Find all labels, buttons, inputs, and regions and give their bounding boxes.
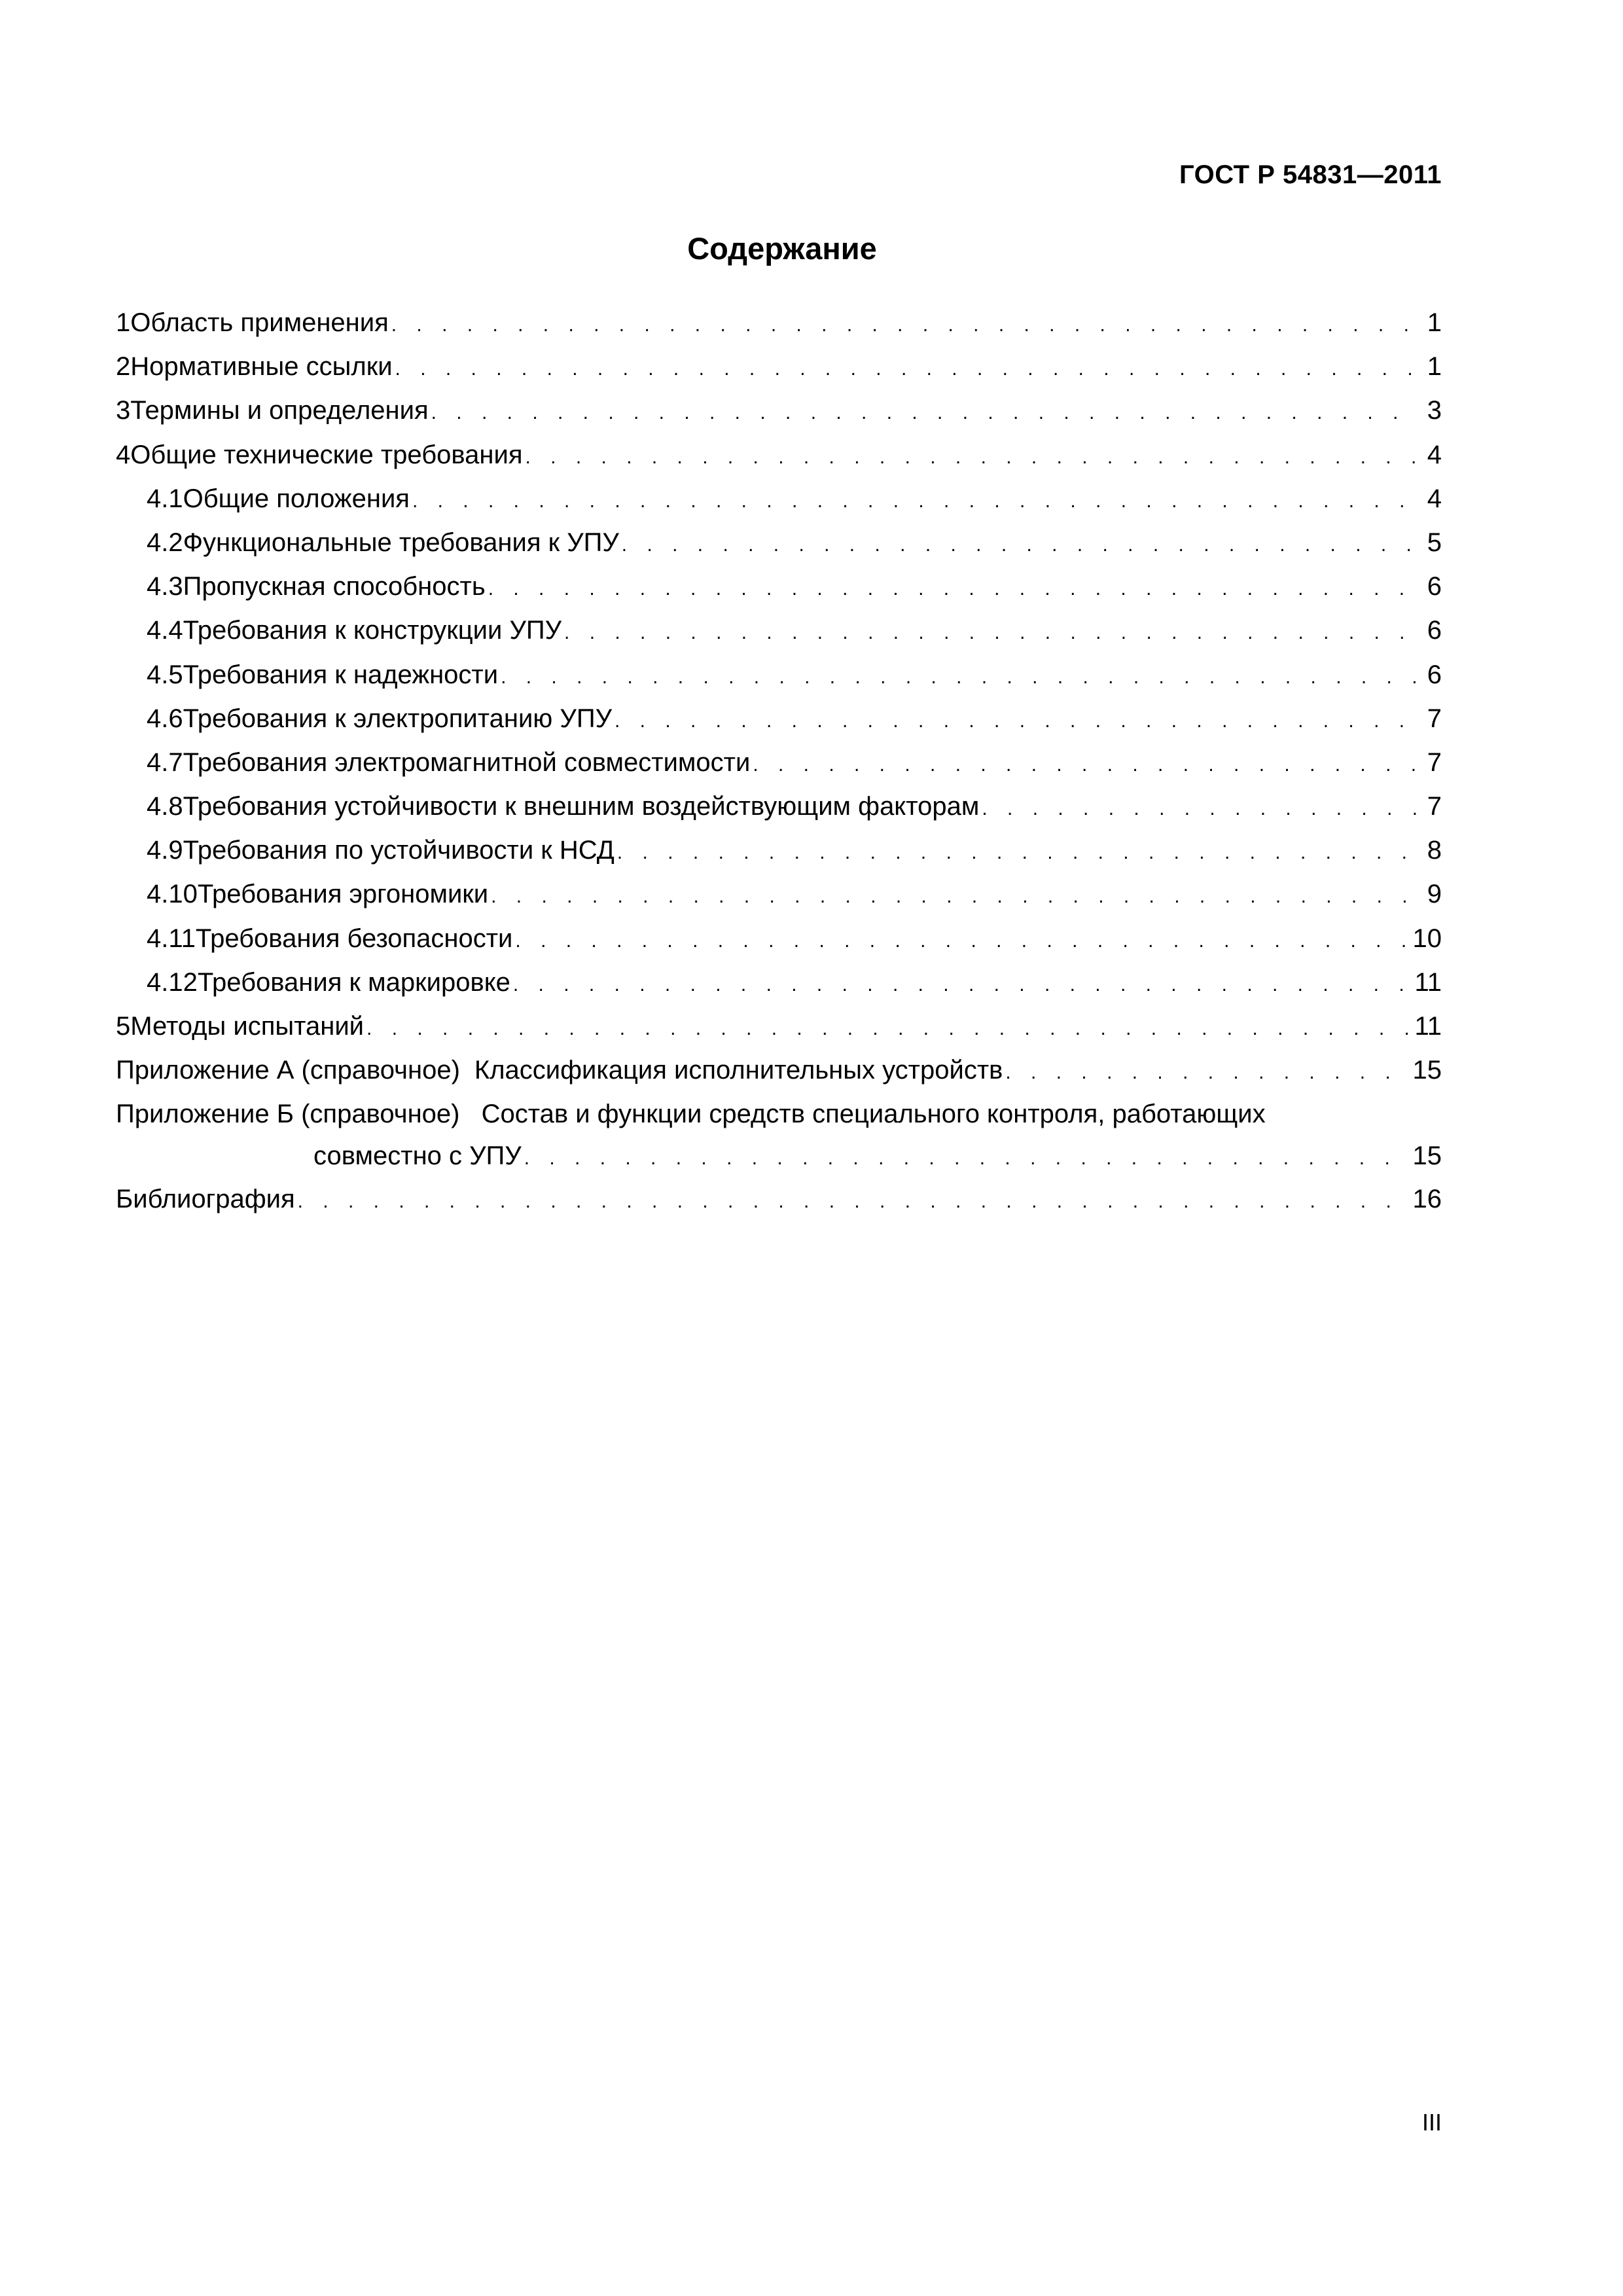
- toc-entry-label: Библиография: [116, 1185, 295, 1214]
- toc-entry-label: Термины и определения: [130, 396, 429, 425]
- toc-entry-number: 3: [116, 396, 131, 425]
- toc-entry-page: 1: [1427, 308, 1442, 337]
- toc-entry-label: Классификация исполнительных устройств: [474, 1056, 1003, 1085]
- document-code: ГОСТ Р 54831—2011: [1179, 160, 1442, 189]
- dot-leader: [526, 435, 1419, 479]
- toc-entry-number: 4.11: [147, 924, 196, 953]
- toc-entry-page: 3: [1427, 396, 1442, 425]
- toc-entry-label: Требования к маркировке: [197, 967, 510, 997]
- toc-entry[interactable]: [116, 1005, 1442, 1049]
- toc-entry-page: 7: [1427, 704, 1442, 733]
- annex-prefix: Приложение Б (справочное): [116, 1100, 460, 1129]
- toc-entry-number: 4.4: [147, 616, 183, 645]
- toc-entry-number: 1: [116, 308, 131, 337]
- annex-prefix: Приложение А (справочное): [116, 1056, 460, 1085]
- toc-entry-label: Пропускная способность: [183, 572, 486, 601]
- dot-leader: [615, 699, 1419, 743]
- toc-entry-number: 5: [116, 1012, 131, 1041]
- toc-entry-page: 4: [1427, 440, 1442, 469]
- toc-entry-label: Общие положения: [183, 484, 410, 513]
- toc-entry-label: Требования безопасности: [195, 924, 513, 953]
- toc-entry-label: Функциональные требования к УПУ: [183, 528, 619, 557]
- toc-entry[interactable]: [116, 477, 1442, 521]
- toc-annex-entry[interactable]: [116, 1049, 1442, 1092]
- toc-entry[interactable]: [116, 653, 1442, 697]
- toc-entry-label: Требования электромагнитной совместимости: [183, 747, 751, 777]
- dot-leader: [1005, 1050, 1410, 1094]
- toc-entry[interactable]: [116, 872, 1442, 916]
- dot-leader: [366, 1007, 1412, 1050]
- toc-entry-label-continuation: совместно с УПУ: [313, 1141, 522, 1170]
- toc-entry-page: 9: [1427, 880, 1442, 909]
- toc-entry[interactable]: [116, 697, 1442, 741]
- toc-entry-number: 2: [116, 352, 131, 382]
- toc-entry-page: 7: [1427, 792, 1442, 821]
- toc-entry-page: 8: [1427, 836, 1442, 865]
- dot-leader: [431, 391, 1419, 435]
- dot-leader: [488, 567, 1419, 611]
- toc-entry-page: 11: [1414, 1012, 1442, 1041]
- dot-leader: [564, 611, 1419, 655]
- toc-entry-label: Нормативные ссылки: [130, 352, 393, 382]
- toc-entry[interactable]: [116, 345, 1442, 389]
- toc-entry-page: 10: [1412, 924, 1442, 953]
- dot-leader: [491, 874, 1419, 918]
- toc-entry-label: Общие технические требования: [130, 440, 523, 469]
- toc-entry-label: Методы испытаний: [130, 1012, 365, 1041]
- toc-entry[interactable]: [116, 917, 1442, 961]
- toc-entry-bibliography[interactable]: [116, 1177, 1442, 1221]
- dot-leader: [515, 919, 1410, 963]
- dot-leader: [524, 1139, 1410, 1177]
- toc-entry[interactable]: [116, 301, 1442, 345]
- toc-entry[interactable]: [116, 565, 1442, 609]
- toc-entry-number: 4.7: [147, 747, 183, 777]
- dot-leader: [513, 963, 1412, 1007]
- toc-entry-label: Область применения: [130, 308, 389, 337]
- toc-annex-entry[interactable]: [116, 1092, 1442, 1177]
- toc-entry-page: 6: [1427, 572, 1442, 601]
- toc-entry-label: Требования по устойчивости к НСД: [183, 836, 615, 865]
- toc-entry-number: 4.2: [147, 528, 183, 557]
- toc-entry-label: Требования устойчивости к внешним воздействующим факторам: [183, 792, 980, 821]
- toc-entry[interactable]: [116, 741, 1442, 785]
- toc-entry-label: Состав и функции средств специального контроля, работающих: [481, 1100, 1266, 1129]
- dot-leader: [622, 523, 1419, 567]
- toc-entry-number: 4.3: [147, 572, 183, 601]
- dot-leader: [982, 787, 1419, 831]
- toc-entry-label: Требования к надежности: [183, 660, 499, 689]
- dot-leader: [501, 655, 1419, 699]
- toc-entry-page: 7: [1427, 747, 1442, 777]
- toc-entry-page: 6: [1427, 616, 1442, 645]
- toc-entry-page: 5: [1427, 528, 1442, 557]
- toc-entry-page: 6: [1427, 660, 1442, 689]
- toc-entry-label: Требования к конструкции УПУ: [183, 616, 562, 645]
- dot-leader: [391, 303, 1419, 347]
- toc-entry-number: 4.8: [147, 792, 183, 821]
- dot-leader: [753, 743, 1419, 787]
- dot-leader: [617, 831, 1419, 874]
- toc-entry[interactable]: [116, 961, 1442, 1005]
- toc-title: Содержание: [687, 231, 877, 266]
- toc-entry-number: 4.1: [147, 484, 183, 513]
- toc-entry[interactable]: [116, 609, 1442, 653]
- toc-entry[interactable]: [116, 829, 1442, 872]
- toc-entry-number: 4.10: [147, 880, 198, 909]
- toc-entry[interactable]: [116, 433, 1442, 477]
- page-number: III: [1421, 2109, 1442, 2136]
- toc-entry-page: 4: [1427, 484, 1442, 513]
- toc-entry-number: 4.9: [147, 836, 183, 865]
- toc-entry[interactable]: [116, 389, 1442, 433]
- dot-leader: [412, 479, 1419, 523]
- toc-entry-page: 11: [1414, 967, 1442, 997]
- dot-leader: [298, 1179, 1410, 1223]
- toc-entry-number: 4: [116, 440, 131, 469]
- toc-entry-label: Требования эргономики: [197, 880, 489, 909]
- toc-entry-page: 1: [1427, 352, 1442, 382]
- table-of-contents: [116, 301, 1442, 1222]
- toc-entry-page: 15: [1412, 1056, 1442, 1085]
- dot-leader: [395, 347, 1419, 391]
- toc-entry-number: 4.12: [147, 967, 198, 997]
- toc-entry-number: 4.6: [147, 704, 183, 733]
- toc-entry[interactable]: [116, 785, 1442, 829]
- toc-entry-page: 15: [1412, 1141, 1442, 1170]
- toc-entry-label: Требования к электропитанию УПУ: [183, 704, 612, 733]
- toc-entry-number: 4.5: [147, 660, 183, 689]
- toc-entry[interactable]: [116, 521, 1442, 565]
- toc-entry-page: 16: [1412, 1185, 1442, 1214]
